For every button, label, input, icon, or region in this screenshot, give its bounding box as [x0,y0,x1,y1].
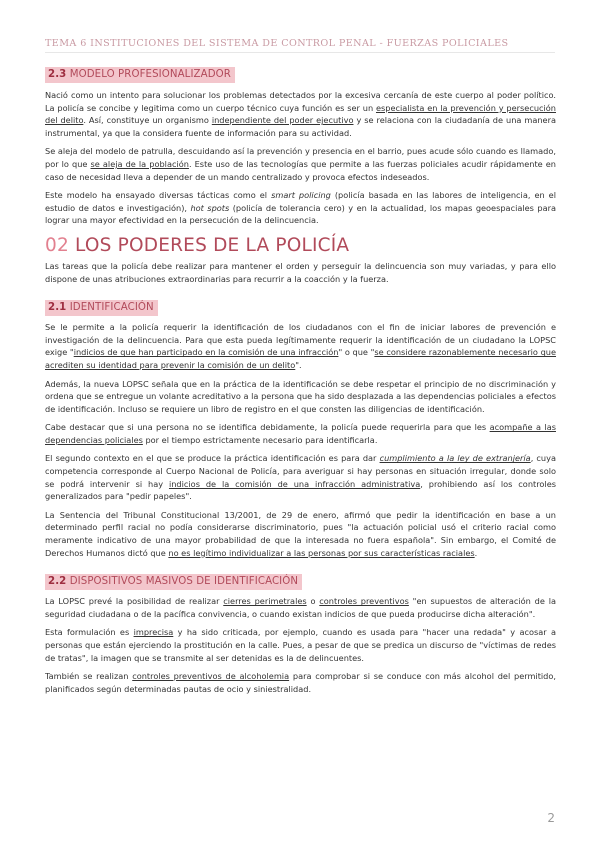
underlined-text: especialista en la prevención y persecución del delito [45,102,556,126]
text-run: Se le permite a la policía requerir la identificación de los ciudadanos con el fin de iniciar labores de prevención e investigación de la delincuencia. Para que esta pueda legítimamente requerir la identificación de un ciudadano la LOPSC exige " [45,322,556,358]
underlined-text: independiente del poder ejecutivo [211,115,354,126]
section-body-2-3 [45,89,556,227]
page-content [45,62,556,695]
text-run: Esta formulación es [45,627,134,638]
text-run: Este modelo ha ensayado diversas tácticas como el [45,190,272,201]
italic-text: smart policing [271,190,331,201]
underlined-text: indicios de que han participado en la comisión de una infracción [73,347,339,358]
text-run: El segundo contexto en el que se produce la práctica identificación es para dar [45,453,380,464]
text-run: o [306,596,320,607]
section-number: 2.2 [48,576,67,588]
heading-los-poderes-de-la-policia [45,235,556,257]
paragraph [45,145,556,183]
text-run: La Sentencia del Tribunal Constitucional 13/2001, de 29 de enero, afirmó que pedir la identificación en base a un determinado perfil racial no podía considerarse discriminatorio, pues "la actuación policial usó el criterio racial como meramente indicativo de una mayor probabilidad de que la interesada no fuera española". Sin embargo, el Comité de Derechos Humanos dictó que [45,509,556,558]
paragraph [45,595,556,620]
text-run: , prohibiendo así los controles generalizados para "pedir papeles". [45,478,556,502]
running-header: TEMA 6 INSTITUCIONES DEL SISTEMA DE CONTROL PENAL - FUERZAS POLICIALES [45,38,555,53]
text-run: " o que " [338,347,375,358]
paragraph [45,670,556,695]
text-run: por el tiempo estrictamente necesario para identificarla. [142,434,378,445]
underlined-italic-text: cumplimiento a la ley de extranjería [379,453,531,464]
text-run: Nació como un intento para solucionar los problemas detectados por la excesiva cercanía de este cuerpo al poder político. La policía se concibe y legitima como un cuerpo técnico cuya función es ser un [45,90,556,113]
paragraph [45,421,556,446]
heading-wrap-2-1 [45,295,556,316]
section-title: DISPOSITIVOS MASIVOS DE IDENTIFICACIÓN [69,576,299,588]
paragraph [45,452,556,502]
text-run: La LOPSC prevé la posibilidad de realizar [45,596,224,607]
text-run: "en supuestos de alteración de la seguridad ciudadana o de la pacífica convivencia, o cuando existan indicios de que pueda producirse dicha alteración". [45,596,556,619]
underlined-text: acompañe a las dependencias policiales [45,422,556,445]
underlined-text: no es legítimo individualizar a las personas por sus características raciales [168,547,475,558]
heading-modelo-profesionalizador [45,67,235,83]
text-run: . Este uso de las tecnologías que permite a las fuerzas policiales acudir rápidamente en caso de necesidad lleva a depender de un mando centralizado y provoca efectos indeseados. [45,158,556,182]
underlined-text: indicios de la comisión de una infracción administrativa [168,478,421,489]
underlined-text: controles preventivos de alcoholemia [132,671,290,682]
text-run: Cabe destacar que si una persona no se identifica debidamente, la policía puede requerirla para que les [45,422,490,433]
paragraph: Las tareas que la policía debe realizar para mantener el orden y perseguir la delincuencia son muy variadas, y para ello dispone de unas atribuciones extraordinarias para recurrir a la coacción y la fuerza. [45,260,556,284]
text-run: También se realizan [45,671,133,682]
underlined-text: se aleja de la población [90,158,189,169]
underlined-text: imprecisa [133,627,174,638]
underlined-text: controles preventivos [319,596,409,607]
heading-identificacion [45,300,158,316]
text-run: ". [295,359,302,370]
paragraph [45,321,556,371]
section-number: 2.3 [48,69,67,80]
text-run: y se relaciona con la ciudadanía de una manera instrumental, ya que la considera fuente de información para su actividad. [45,115,556,138]
text-run: (policía basada en las labores de inteligencia, en el estudio de datos e investigación), [45,190,556,213]
section-body-2-1 [45,321,556,559]
underlined-text: cierres perimetrales [223,596,307,607]
text-run: . Así, constituye un organismo [83,115,212,126]
section-number: 2.1 [48,302,67,314]
text-run: , cuya competencia corresponde al Cuerpo Nacional de Policía, para averiguar si hay personas en situación irregular, donde solo se podrá intervenir si hay [45,453,556,489]
text-run: (policía de tolerancia cero) y en la actualidad, los mapas geoespaciales para lograr una mayor efectividad en la persecución de la delincuencia. [45,202,556,226]
paragraph: Además, la nueva LOPSC señala que en la práctica de la identificación se debe respetar el principio de no discriminación y ordena que se entregue un volante acreditativo a la persona que ha sido desplazada a las dependencias policiales a efectos de identificación. Incluso se requiere un libro de registro en el que consten las diligencias de identificación. [45,378,556,414]
chapter-title: LOS PODERES DE LA POLICÍA [75,234,350,256]
chapter-number: 02 [45,234,69,256]
paragraph [45,626,556,664]
text-run: y ha sido criticada, por ejemplo, cuando es usada para "hacer una redada" y acosar a personas que están ejerciendo la prostitución en la calle. Pues, a pesar de que se predica un discurso de "víctimas de redes de tratas", la imagen que se transmite al ser detenidas es la de delincuentes. [45,627,556,663]
section-body-2-2 [45,595,556,695]
paragraph [45,89,556,139]
italic-text: hot spots [190,202,230,213]
paragraph [45,189,556,227]
heading-wrap-2-2 [45,569,556,590]
underlined-text: se considere razonablemente necesario que acrediten su identidad para prevenir la comisión de un delito [45,347,557,370]
page-number: 2 [547,811,555,825]
text-run: Se aleja del modelo de patrulla, descuidando así la prevención y presencia en el barrio, pues acude sólo cuando es llamado, por lo que [45,146,556,169]
section-title: MODELO PROFESIONALIZADOR [69,69,231,80]
text-run: para comprobar si se conduce con más alcohol del permitido, planificados según determinadas pautas de ocio y siniestralidad. [45,671,556,694]
text-run: . [474,547,478,558]
section-title: IDENTIFICACIÓN [69,302,154,314]
paragraph [45,509,556,559]
heading-dispositivos-masivos [45,574,302,590]
